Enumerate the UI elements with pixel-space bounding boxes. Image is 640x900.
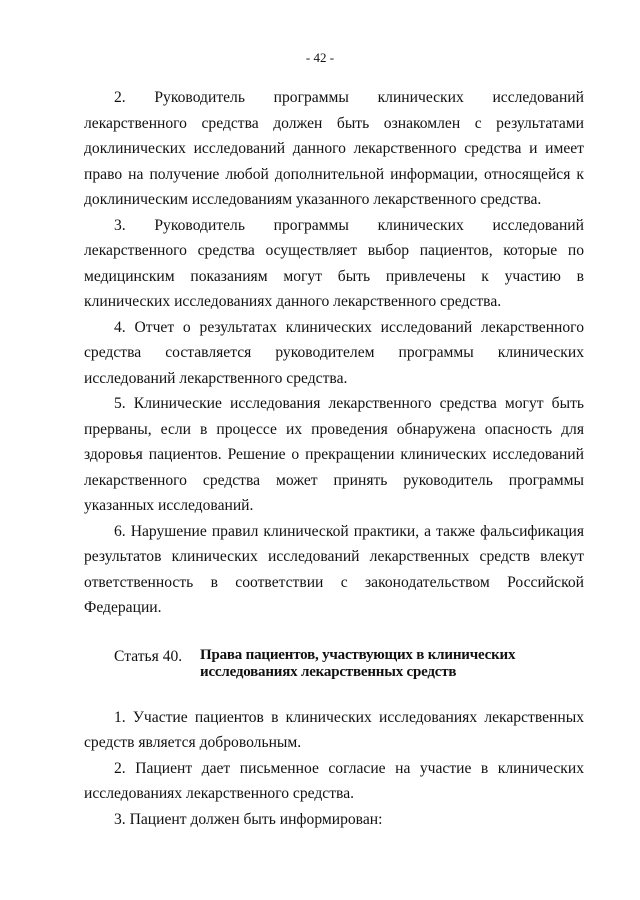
paragraph-2: 2. Руководитель программы клинических исследований лекарственного средства должен быть ознакомлен с результатами доклинических исследований данного лекарственного средства и имеет право на получение любой дополнительной информации, относящейся к доклиническим исследованиям указанного лекарственного средства. bbox=[84, 89, 584, 208]
document-body bbox=[84, 85, 584, 832]
paragraph-6: 6. Нарушение правил клинической практики, а также фальсификация результатов клинических исследований лекарственных средств влекут ответственность в соответствии с законодательством Российской Федерации. bbox=[84, 522, 584, 616]
article-paragraph-2: 2. Пациент дает письменное согласие на участие в клинических исследованиях лекарственного средства. bbox=[84, 759, 584, 802]
article-number: Статья 40. bbox=[114, 647, 183, 665]
page-number: - 42 - bbox=[305, 50, 335, 65]
article-spacer bbox=[84, 681, 584, 705]
paragraph-5: 5. Клинические исследования лекарственного средства могут быть прерваны, если в процессе их проведения обнаружена опасность для здоровья пациентов. Решение о прекращении клинических исследований лекарственного средства может принять руководитель программы указанных исследований. bbox=[84, 395, 584, 514]
paragraph-3: 3. Руководитель программы клинических исследований лекарственного средства осуществляет выбор пациентов, которые по медицинским показаниям могут быть привлечены к участию в клинических исследованиях данного лекарственного средства. bbox=[84, 216, 584, 310]
article-paragraph-3: 3. Пациент должен быть информирован: bbox=[114, 810, 383, 828]
article-paragraph-1: 1. Участие пациентов в клинических исследованиях лекарственных средств является добровольным. bbox=[84, 708, 584, 751]
paragraph-4: 4. Отчет о результатах клинических исследований лекарственного средства составляется руководителем программы клинических исследований лекарственного средства. bbox=[84, 318, 584, 387]
article-heading bbox=[84, 647, 584, 681]
article-title: Права пациентов, участвующих в клинических исследованиях лекарственных средств bbox=[200, 646, 516, 680]
